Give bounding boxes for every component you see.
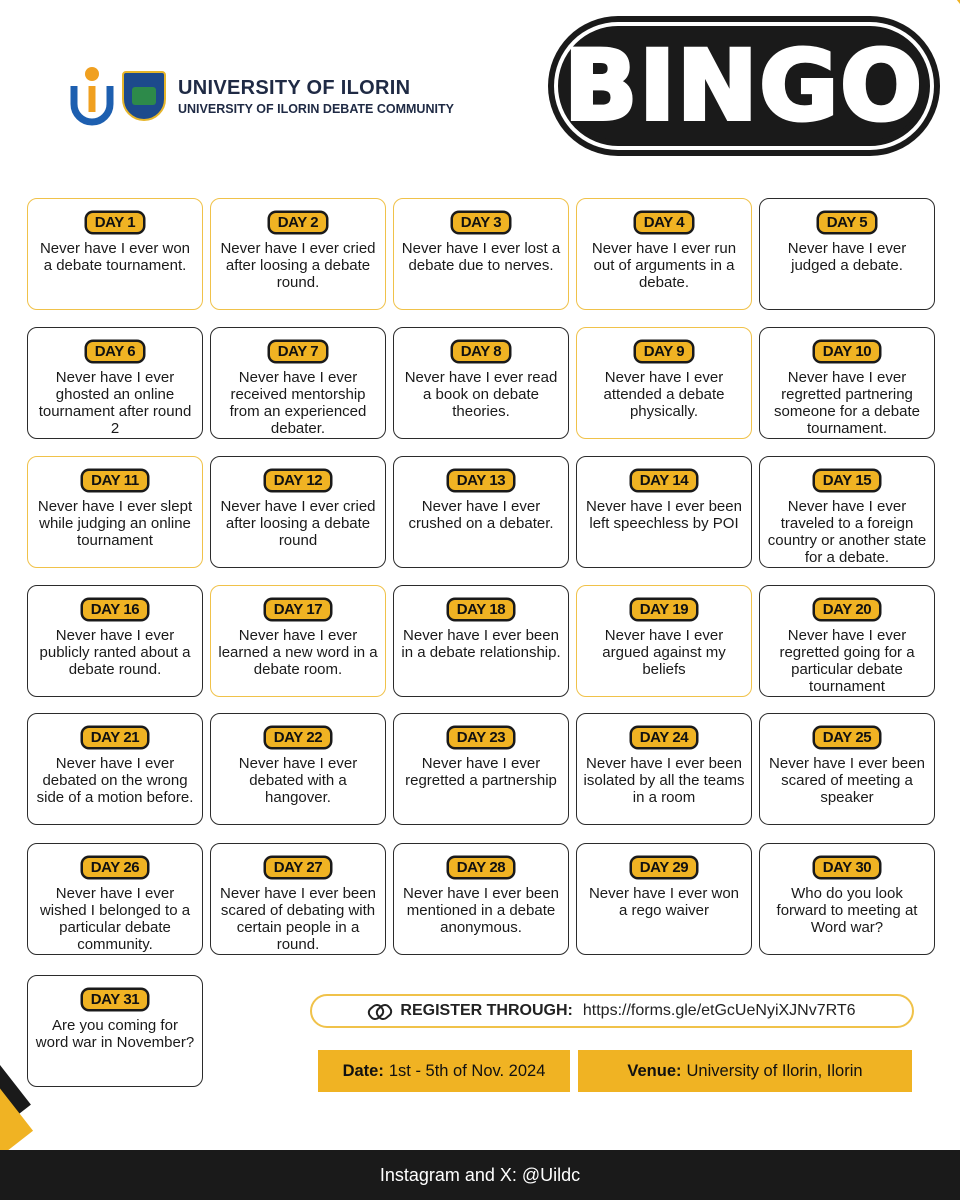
day-badge: DAY 6 xyxy=(87,342,144,361)
day-prompt: Never have I ever slept while judging an online tournament xyxy=(37,498,193,549)
header xyxy=(70,66,454,126)
day-prompt: Never have I ever attended a debate physically. xyxy=(603,369,725,420)
day-prompt: Never have I ever been mentioned in a debate anonymous. xyxy=(403,885,559,936)
day-prompt: Never have I ever cried after loosing a debate round xyxy=(220,498,376,549)
day-badge: DAY 11 xyxy=(83,471,147,490)
day-card-21 xyxy=(27,713,203,825)
day-badge: DAY 2 xyxy=(270,213,327,232)
day-badge: DAY 19 xyxy=(632,600,696,619)
day-badge: DAY 4 xyxy=(636,213,693,232)
day-card-28 xyxy=(393,843,569,955)
day-card-31 xyxy=(27,975,203,1087)
day-badge: DAY 30 xyxy=(815,858,879,877)
day-badge: DAY 5 xyxy=(819,213,876,232)
day-badge: DAY 16 xyxy=(83,600,147,619)
day-prompt: Never have I ever argued against my beliefs xyxy=(602,627,726,678)
day-card-8 xyxy=(393,327,569,439)
day-card-29 xyxy=(576,843,752,955)
day-badge: DAY 17 xyxy=(266,600,330,619)
day-prompt: Never have I ever been left speechless by POI xyxy=(586,498,742,532)
day-badge: DAY 14 xyxy=(632,471,696,490)
day-prompt: Never have I ever run out of arguments in a debate. xyxy=(591,240,737,291)
day-card-13 xyxy=(393,456,569,568)
bingo-text: BINGO xyxy=(564,30,924,142)
day-prompt: Never have I ever cried after loosing a debate round. xyxy=(220,240,376,291)
day-prompt: Never have I ever debated with a hangover. xyxy=(238,755,358,806)
date-value: 1st - 5th of Nov. 2024 xyxy=(388,1061,546,1080)
day-card-19 xyxy=(576,585,752,697)
day-prompt: Who do you look forward to meeting at Word war? xyxy=(776,885,918,936)
day-prompt: Never have I ever ghosted an online tournament after round 2 xyxy=(38,369,192,437)
day-card-16 xyxy=(27,585,203,697)
day-badge: DAY 29 xyxy=(632,858,696,877)
day-prompt: Are you coming for word war in November? xyxy=(35,1017,195,1051)
day-badge: DAY 12 xyxy=(266,471,330,490)
day-badge: DAY 31 xyxy=(83,990,147,1009)
day-card-20 xyxy=(759,585,935,697)
day-card-24 xyxy=(576,713,752,825)
day-prompt: Never have I ever lost a debate due to nerves. xyxy=(401,240,561,274)
day-card-3 xyxy=(393,198,569,310)
day-badge: DAY 23 xyxy=(449,728,513,747)
day-badge: DAY 25 xyxy=(815,728,879,747)
day-badge: DAY 27 xyxy=(266,858,330,877)
day-badge: DAY 10 xyxy=(815,342,879,361)
register-link[interactable] xyxy=(310,994,914,1028)
day-badge: DAY 18 xyxy=(449,600,513,619)
day-prompt: Never have I ever learned a new word in a debate room. xyxy=(218,627,378,678)
day-prompt: Never have I ever been scared of debating with certain people in a round. xyxy=(220,885,376,953)
day-prompt: Never have I ever publicly ranted about a debate round. xyxy=(39,627,191,678)
university-crest-icon xyxy=(122,71,166,121)
bingo-title xyxy=(558,26,930,146)
day-card-25 xyxy=(759,713,935,825)
day-card-10 xyxy=(759,327,935,439)
day-card-27 xyxy=(210,843,386,955)
day-card-6 xyxy=(27,327,203,439)
ui-logo-icon xyxy=(70,66,116,126)
day-prompt: Never have I ever traveled to a foreign country or another state for a debate. xyxy=(767,498,927,566)
day-badge: DAY 26 xyxy=(83,858,147,877)
day-prompt: Never have I ever received mentorship from an experienced debater. xyxy=(229,369,367,437)
venue-box xyxy=(578,1050,912,1092)
date-box xyxy=(318,1050,570,1092)
day-prompt: Never have I ever won a rego waiver xyxy=(588,885,740,919)
day-badge: DAY 9 xyxy=(636,342,693,361)
day-prompt: Never have I ever read a book on debate theories. xyxy=(404,369,558,420)
day-card-15 xyxy=(759,456,935,568)
day-card-1 xyxy=(27,198,203,310)
day-card-30 xyxy=(759,843,935,955)
day-badge: DAY 3 xyxy=(453,213,510,232)
day-prompt: Never have I ever been scared of meeting a speaker xyxy=(769,755,925,806)
university-subtitle: UNIVERSITY OF ILORIN DEBATE COMMUNITY xyxy=(178,101,454,116)
day-card-5 xyxy=(759,198,935,310)
day-badge: DAY 21 xyxy=(83,728,147,747)
day-badge: DAY 8 xyxy=(453,342,510,361)
day-prompt: Never have I ever judged a debate. xyxy=(787,240,907,274)
footer xyxy=(0,1150,960,1200)
day-card-26 xyxy=(27,843,203,955)
day-card-11 xyxy=(27,456,203,568)
day-badge: DAY 20 xyxy=(815,600,879,619)
date-label: Date: xyxy=(342,1061,384,1080)
day-badge: DAY 24 xyxy=(632,728,696,747)
venue-label: Venue: xyxy=(627,1061,682,1080)
day-card-17 xyxy=(210,585,386,697)
day-prompt: Never have I ever been in a debate relationship. xyxy=(401,627,561,661)
day-badge: DAY 1 xyxy=(87,213,144,232)
day-prompt: Never have I ever wished I belonged to a particular debate community. xyxy=(39,885,191,953)
day-card-2 xyxy=(210,198,386,310)
day-card-14 xyxy=(576,456,752,568)
university-title: UNIVERSITY OF ILORIN xyxy=(178,76,411,99)
day-card-7 xyxy=(210,327,386,439)
day-card-22 xyxy=(210,713,386,825)
social-handle: Instagram and X: @Uildc xyxy=(379,1164,581,1185)
register-label: REGISTER THROUGH: xyxy=(400,1002,573,1019)
day-badge: DAY 28 xyxy=(449,858,513,877)
venue-value: University of Ilorin, Ilorin xyxy=(686,1061,863,1080)
register-url[interactable]: https://forms.gle/etGcUeNyiXJNv7RT6 xyxy=(582,1002,856,1019)
day-prompt: Never have I ever regretted going for a particular debate tournament xyxy=(779,627,915,695)
day-card-23 xyxy=(393,713,569,825)
day-prompt: Never have I ever regretted partnering someone for a debate tournament. xyxy=(774,369,920,437)
day-prompt: Never have I ever crushed on a debater. xyxy=(408,498,554,532)
day-badge: DAY 13 xyxy=(449,471,513,490)
day-card-12 xyxy=(210,456,386,568)
day-prompt: Never have I ever debated on the wrong side of a motion before. xyxy=(36,755,194,806)
day-card-18 xyxy=(393,585,569,697)
day-card-9 xyxy=(576,327,752,439)
link-icon xyxy=(368,1005,390,1017)
day-badge: DAY 15 xyxy=(815,471,879,490)
day-card-4 xyxy=(576,198,752,310)
day-badge: DAY 22 xyxy=(266,728,330,747)
day-badge: DAY 7 xyxy=(270,342,327,361)
day-prompt: Never have I ever been isolated by all the teams in a room xyxy=(583,755,745,806)
day-prompt: Never have I ever regretted a partnership xyxy=(405,755,557,789)
day-prompt: Never have I ever won a debate tournament. xyxy=(39,240,191,274)
